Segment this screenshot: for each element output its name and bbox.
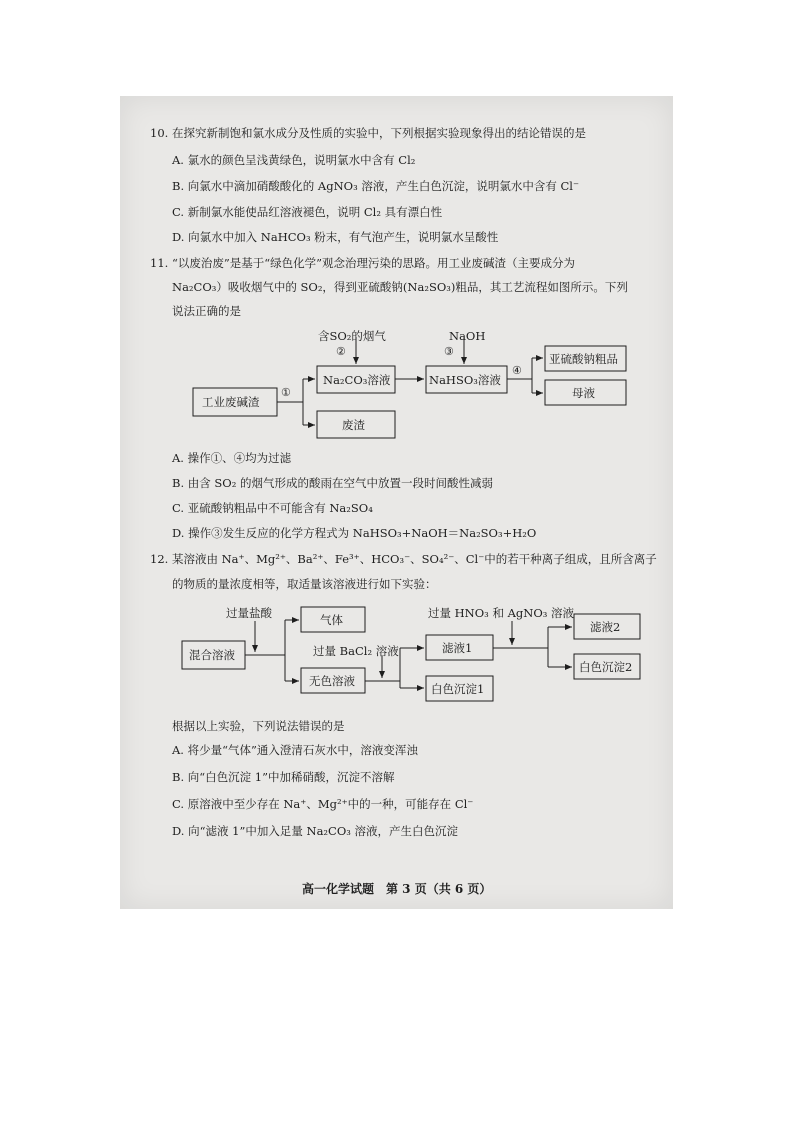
flow12-filtrate-2-label: 滤液2 bbox=[590, 620, 621, 634]
flow-input-2: 含SO₂的烟气 bbox=[318, 329, 386, 343]
flow-mother-label: 母液 bbox=[572, 386, 595, 400]
flow-step-2: ② bbox=[336, 345, 346, 358]
q12-option-d: D. 向“滤液 1”中加入足量 Na₂CO₃ 溶液，产生白色沉淀 bbox=[172, 824, 459, 838]
flow-na2co3-label: Na₂CO₃溶液 bbox=[323, 373, 391, 387]
flow-step-1: ① bbox=[281, 386, 291, 399]
q10-option-a: A. 氯水的颜色呈浅黄绿色，说明氯水中含有 Cl₂ bbox=[172, 153, 416, 167]
q12-flow-diagram bbox=[120, 96, 673, 909]
q11-stem-line-2: Na₂CO₃）吸收烟气中的 SO₂，得到亚硫酸钠(Na₂SO₃)粗品，其工艺流程如图所示。下列 bbox=[172, 280, 628, 294]
flow12-precip-2-label: 白色沉淀2 bbox=[579, 660, 633, 674]
q11-stem-line-1: 11. “以废治废”是基于“绿色化学”观念治理污染的思路。用工业废碱渣（主要成分为 bbox=[150, 256, 575, 270]
flow-waste-label: 废渣 bbox=[342, 418, 365, 432]
flow-step-4: ④ bbox=[512, 364, 522, 377]
q12-stem-line-1: 12. 某溶液由 Na⁺、Mg²⁺、Ba²⁺、Fe³⁺、HCO₃⁻、SO₄²⁻、Cl⁻中的若干种离子组成，且所含离子 bbox=[150, 552, 657, 566]
q10-option-b: B. 向氯水中滴加硝酸酸化的 AgNO₃ 溶液，产生白色沉淀，说明氯水中含有 Cl⁻ bbox=[172, 179, 580, 193]
flow12-gas-label: 气体 bbox=[320, 613, 343, 627]
exam-page bbox=[120, 96, 673, 909]
flow12-colorless-label: 无色溶液 bbox=[309, 674, 355, 688]
q10-option-d: D. 向氯水中加入 NaHCO₃ 粉末，有气泡产生，说明氯水呈酸性 bbox=[172, 230, 499, 244]
q11-option-b: B. 由含 SO₂ 的烟气形成的酸雨在空气中放置一段时间酸性减弱 bbox=[172, 476, 493, 490]
q11-option-c: C. 亚硫酸钠粗品中不可能含有 Na₂SO₄ bbox=[172, 501, 373, 515]
q10-stem: 10. 在探究新制饱和氯水成分及性质的实验中，下列根据实验现象得出的结论错误的是 bbox=[150, 126, 586, 140]
flow-product-label: 亚硫酸钠粗品 bbox=[549, 352, 618, 366]
q10-option-c: C. 新制氯水能使品红溶液褪色，说明 Cl₂ 具有漂白性 bbox=[172, 205, 443, 219]
flow-step-3: ③ bbox=[444, 345, 454, 358]
q12-stem-line-2: 的物质的量浓度相等，取适量该溶液进行如下实验： bbox=[172, 577, 437, 591]
q12-option-c: C. 原溶液中至少存在 Na⁺、Mg²⁺中的一种，可能存在 Cl⁻ bbox=[172, 797, 474, 811]
flow12-start-label: 混合溶液 bbox=[189, 648, 235, 662]
flow12-reagent-1: 过量盐酸 bbox=[226, 606, 272, 620]
flow12-filtrate-1-label: 滤液1 bbox=[442, 641, 473, 655]
q11-option-a: A. 操作①、④均为过滤 bbox=[172, 451, 292, 465]
q12-option-a: A. 将少量“气体”通入澄清石灰水中，溶液变浑浊 bbox=[172, 743, 418, 757]
flow-nahso3-label: NaHSO₃溶液 bbox=[429, 373, 501, 387]
q12-lead: 根据以上实验，下列说法错误的是 bbox=[172, 719, 345, 733]
q12-option-b: B. 向“白色沉淀 1”中加稀硝酸，沉淀不溶解 bbox=[172, 770, 395, 784]
flow-start-label: 工业废碱渣 bbox=[202, 395, 260, 409]
q11-stem-line-3: 说法正确的是 bbox=[172, 304, 241, 318]
flow12-precip-1-label: 白色沉淀1 bbox=[431, 682, 485, 696]
flow-input-3: NaOH bbox=[449, 329, 486, 343]
page-footer: 高一化学试题 第 3 页（共 6 页） bbox=[302, 882, 492, 896]
flow12-reagent-3: 过量 HNO₃ 和 AgNO₃ 溶液 bbox=[428, 606, 575, 620]
flow12-reagent-2: 过量 BaCl₂ 溶液 bbox=[313, 644, 399, 658]
q11-option-d: D. 操作③发生反应的化学方程式为 NaHSO₃+NaOH＝Na₂SO₃+H₂O bbox=[172, 526, 537, 540]
